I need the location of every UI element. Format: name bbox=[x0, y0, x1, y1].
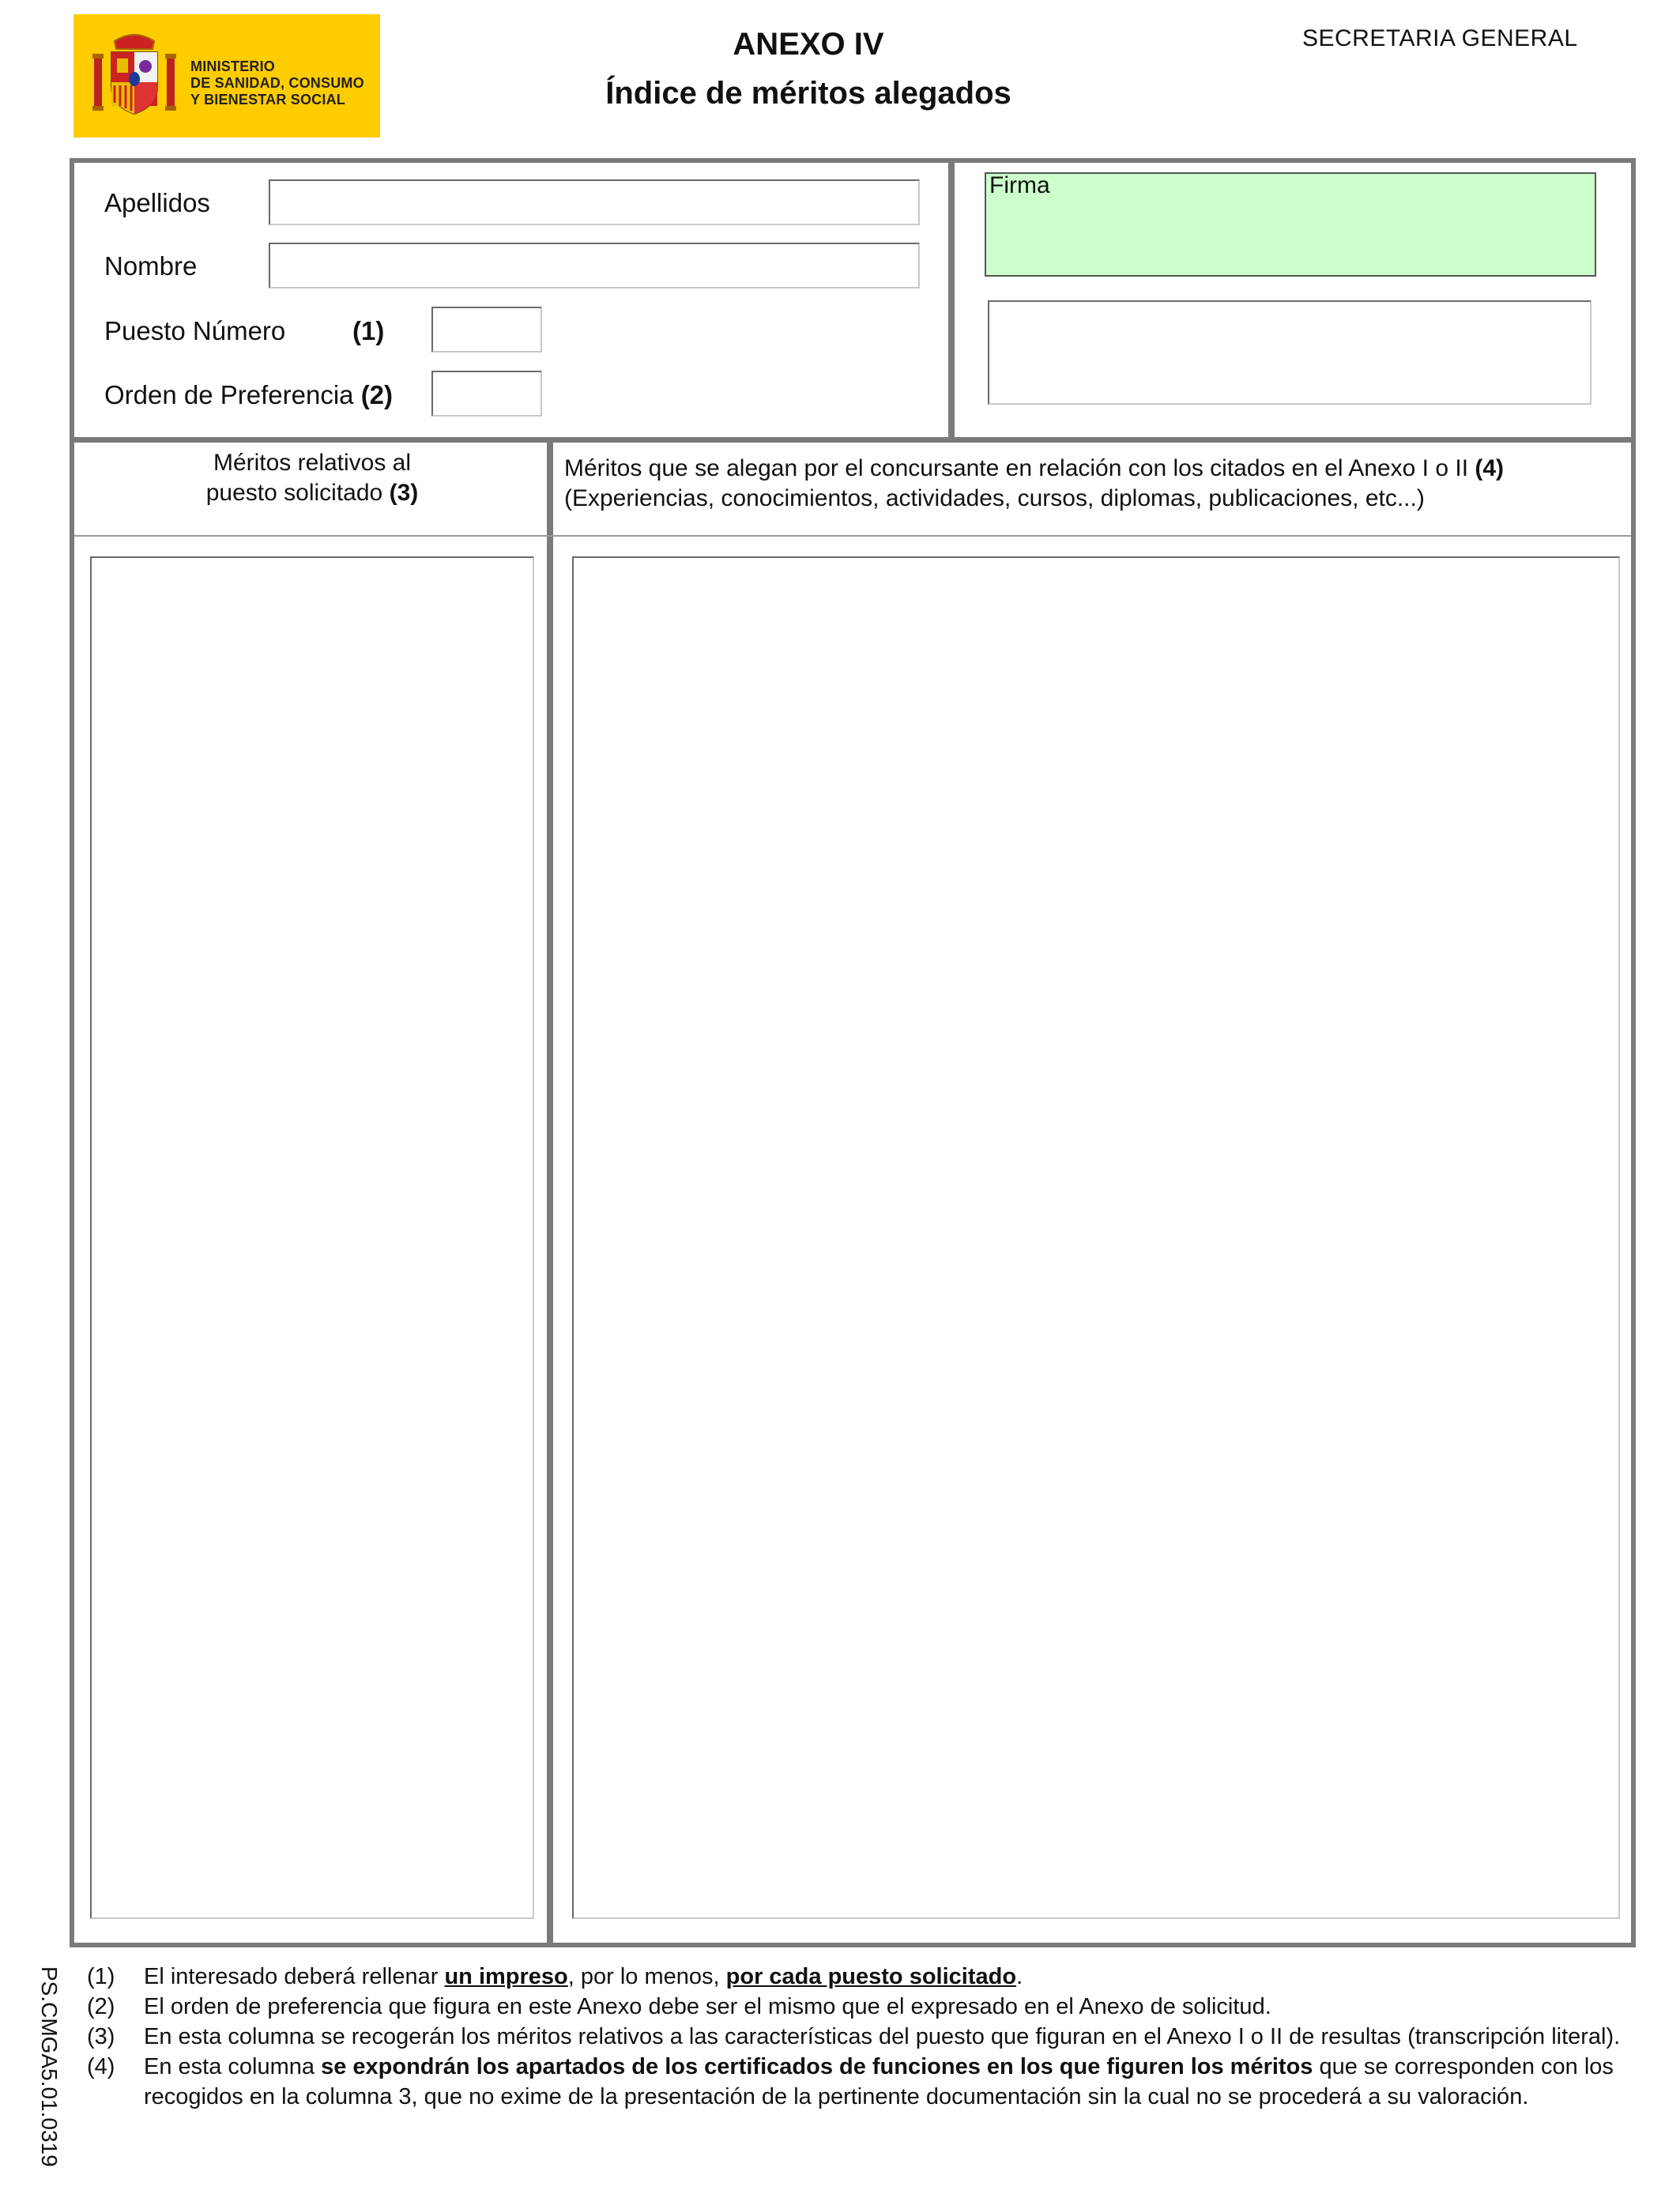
orden-ref: (2) bbox=[360, 380, 394, 409]
firma-name-input[interactable] bbox=[988, 300, 1591, 405]
apellidos-input[interactable] bbox=[269, 179, 920, 225]
footnote-1-text bbox=[144, 1962, 1636, 1992]
firma-label: Firma bbox=[989, 172, 1050, 198]
puesto-label bbox=[104, 316, 285, 346]
footnote-1-part-e: . bbox=[1016, 1964, 1023, 1989]
top-divider bbox=[948, 158, 955, 441]
footnote-1-emphasis-2: por cada puesto solicitado bbox=[725, 1964, 1017, 1989]
nombre-label: Nombre bbox=[104, 251, 198, 281]
footnote-1-part-c: , por lo menos, bbox=[567, 1964, 726, 1989]
footnote-3-number: (3) bbox=[87, 2024, 115, 2049]
department-name: SECRETARIA GENERAL bbox=[1302, 25, 1578, 51]
footnote-4-part-c: que se corresponden con los recogidos en la columna 3, que no exime de la presentación de la pertinente documentación sin la cual no se procederá a su valoración. bbox=[144, 2054, 1614, 2109]
right-header-line2: (Experiencias, conocimientos, actividades, cursos, diplomas, publicaciones, etc...) bbox=[564, 485, 1425, 511]
apellidos-label: Apellidos bbox=[104, 188, 210, 217]
left-header-line2-text: puesto solicitado bbox=[205, 480, 383, 506]
left-column-header bbox=[77, 448, 547, 508]
meritos-alegados-textarea[interactable] bbox=[572, 556, 1620, 1919]
footnote-4-part-a: En esta columna bbox=[144, 2054, 322, 2079]
footnote-2-number: (2) bbox=[87, 1994, 115, 2019]
footnote-4-emphasis: se expondrán los apartados de los certificados de funciones en los que figuren los méritos bbox=[321, 2054, 1313, 2079]
left-header-ref: (3) bbox=[389, 480, 419, 506]
puesto-ref: (1) bbox=[352, 316, 385, 345]
ministry-line-2: DE SANIDAD, CONSUMO bbox=[190, 75, 364, 91]
nombre-input[interactable] bbox=[269, 243, 920, 288]
left-header-line2 bbox=[77, 478, 547, 508]
ministry-line-1: MINISTERIO bbox=[190, 58, 276, 74]
puesto-numero-input[interactable] bbox=[431, 307, 542, 352]
right-header-line1 bbox=[564, 454, 1623, 484]
puesto-label-text: Puesto Número bbox=[104, 316, 286, 345]
footnote-4 bbox=[87, 2052, 1636, 2112]
footnote-1-number: (1) bbox=[87, 1964, 115, 1989]
firma-field[interactable] bbox=[985, 172, 1596, 277]
header-separator bbox=[70, 437, 1636, 443]
left-header-line1: Méritos relativos al bbox=[213, 450, 412, 476]
right-header-line1-text: Méritos que se alegan por el concursante en relación con los citados en el Anexo I o II bbox=[564, 455, 1469, 481]
footnote-3 bbox=[87, 2022, 1636, 2052]
column-header-rule bbox=[74, 535, 1631, 537]
right-header-ref: (4) bbox=[1475, 455, 1505, 481]
footnote-1-emphasis-1: un impreso bbox=[444, 1964, 568, 1989]
footnote-1 bbox=[87, 1962, 1636, 1992]
footnote-1-part-a: El interesado deberá rellenar bbox=[144, 1964, 445, 1989]
footnote-2 bbox=[87, 1992, 1636, 2022]
right-column-header bbox=[564, 454, 1623, 514]
footnote-2-text: El orden de preferencia que figura en este Anexo debe ser el mismo que el expresado en el Anexo de solicitud. bbox=[144, 1994, 1271, 2019]
footnote-4-text bbox=[144, 2052, 1636, 2112]
orden-label bbox=[104, 380, 393, 410]
footnote-3-text: En esta columna se recogerán los méritos relativos a las características del puesto que figuran en el Anexo I o II de resultas (transcripción literal). bbox=[144, 2024, 1621, 2049]
page-subtitle: Índice de méritos alegados bbox=[605, 76, 1011, 111]
footnotes bbox=[87, 1962, 1636, 2112]
meritos-relativos-textarea[interactable] bbox=[90, 556, 534, 1919]
document-code: PS.CMGA5.01.0319 bbox=[37, 1966, 62, 2167]
footnote-4-number: (4) bbox=[87, 2054, 115, 2079]
ministry-line-3: Y BIENESTAR SOCIAL bbox=[190, 92, 345, 107]
page-title: ANEXO IV bbox=[733, 27, 884, 62]
orden-label-text: Orden de Preferencia bbox=[104, 380, 354, 409]
column-divider bbox=[547, 439, 553, 1947]
orden-preferencia-input[interactable] bbox=[431, 371, 542, 417]
puesto-footnote-ref bbox=[352, 316, 384, 346]
